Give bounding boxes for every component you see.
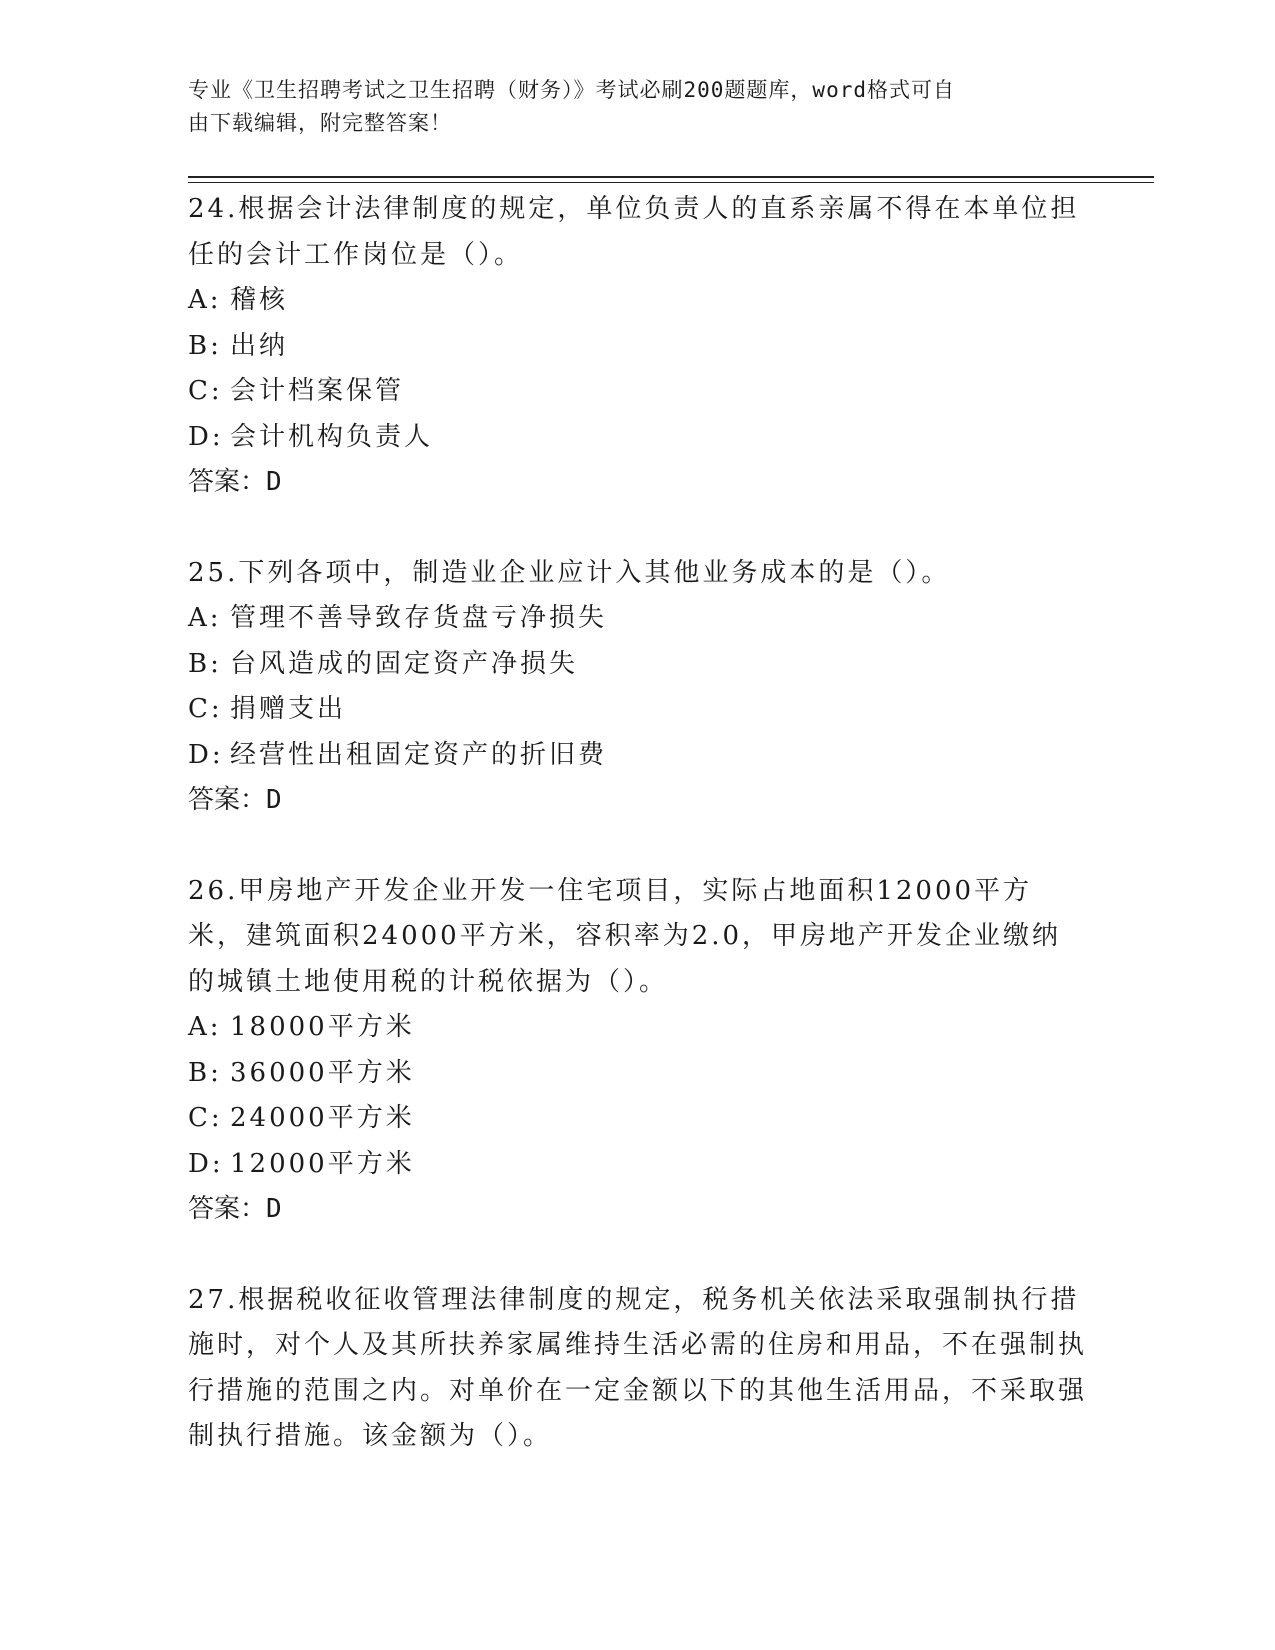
option-text: 36000平方米 <box>230 1057 415 1088</box>
question-text: 25.下列各项中，制造业企业应计入其他业务成本的是（）。 <box>188 557 951 588</box>
document-header <box>188 74 1068 140</box>
option-text: 捐赠支出 <box>230 694 347 724</box>
option-letter: C: <box>188 376 223 406</box>
option-a <box>188 1005 1088 1051</box>
option-b <box>188 324 1088 370</box>
option-text: 会计档案保管 <box>230 376 405 406</box>
header-line-2: 由下载编辑，附完整答案！ <box>188 111 452 135</box>
option-text: 经营性出租固定资产的折旧费 <box>230 739 608 770</box>
option-text: 24000平方米 <box>230 1103 415 1133</box>
option-text: 会计机构负责人 <box>230 421 434 452</box>
question-text: 26.甲房地产开发企业开发一住宅项目，实际占地面积12000平方米，建筑面积24000平方米，容积率为2.0，甲房地产开发企业缴纳的城镇土地使用税的计税依据为（）。 <box>188 875 1062 997</box>
option-b <box>188 1051 1088 1097</box>
header-divider-thick <box>188 176 1154 178</box>
option-letter: D: <box>188 421 224 452</box>
option-letter: D: <box>188 1148 224 1179</box>
option-d <box>188 1142 1088 1188</box>
option-letter: A: <box>188 603 222 633</box>
header-line-1: 专业《卫生招聘考试之卫生招聘（财务）》考试必刷200题题库，word格式可自 <box>188 78 955 102</box>
question-26 <box>188 869 1088 1233</box>
question-25 <box>188 551 1088 824</box>
option-text: 稽核 <box>230 285 289 315</box>
answer-line: 答案：D <box>188 785 282 815</box>
option-letter: A: <box>188 1012 222 1042</box>
question-text: 27.根据税收征收管理法律制度的规定，税务机关依法采取强制执行措施时，对个人及其所扶养家属维持生活必需的住房和用品，不在强制执行措施的范围之内。对单价在一定金额以下的其他生活用品，不采取强制执行措施。该金额为（）。 <box>188 1284 1088 1451</box>
option-letter: B: <box>188 1057 222 1088</box>
option-c <box>188 687 1088 733</box>
question-text: 24.根据会计法律制度的规定，单位负责人的直系亲属不得在本单位担任的会计工作岗位是（）。 <box>188 194 1080 270</box>
option-letter: C: <box>188 694 223 724</box>
question-24 <box>188 187 1088 506</box>
question-27 <box>188 1278 1088 1460</box>
option-letter: D: <box>188 739 224 770</box>
option-b <box>188 642 1088 688</box>
option-a <box>188 596 1088 642</box>
option-text: 12000平方米 <box>230 1148 415 1179</box>
question-spacer <box>188 824 1088 869</box>
answer-line: 答案：D <box>188 467 282 497</box>
option-text: 管理不善导致存货盘亏净损失 <box>230 603 608 633</box>
option-text: 18000平方米 <box>230 1012 415 1042</box>
option-letter: C: <box>188 1103 223 1133</box>
option-letter: A: <box>188 285 222 315</box>
question-list <box>188 187 1088 1460</box>
option-c <box>188 369 1088 415</box>
option-d <box>188 415 1088 461</box>
answer-line: 答案：D <box>188 1194 282 1224</box>
option-d <box>188 733 1088 779</box>
header-divider-thin <box>188 182 1154 183</box>
option-letter: B: <box>188 330 222 361</box>
option-letter: B: <box>188 648 222 679</box>
option-c <box>188 1096 1088 1142</box>
option-text: 台风造成的固定资产净损失 <box>230 648 579 679</box>
question-spacer <box>188 1233 1088 1278</box>
option-a <box>188 278 1088 324</box>
option-text: 出纳 <box>230 330 289 361</box>
question-spacer <box>188 506 1088 551</box>
